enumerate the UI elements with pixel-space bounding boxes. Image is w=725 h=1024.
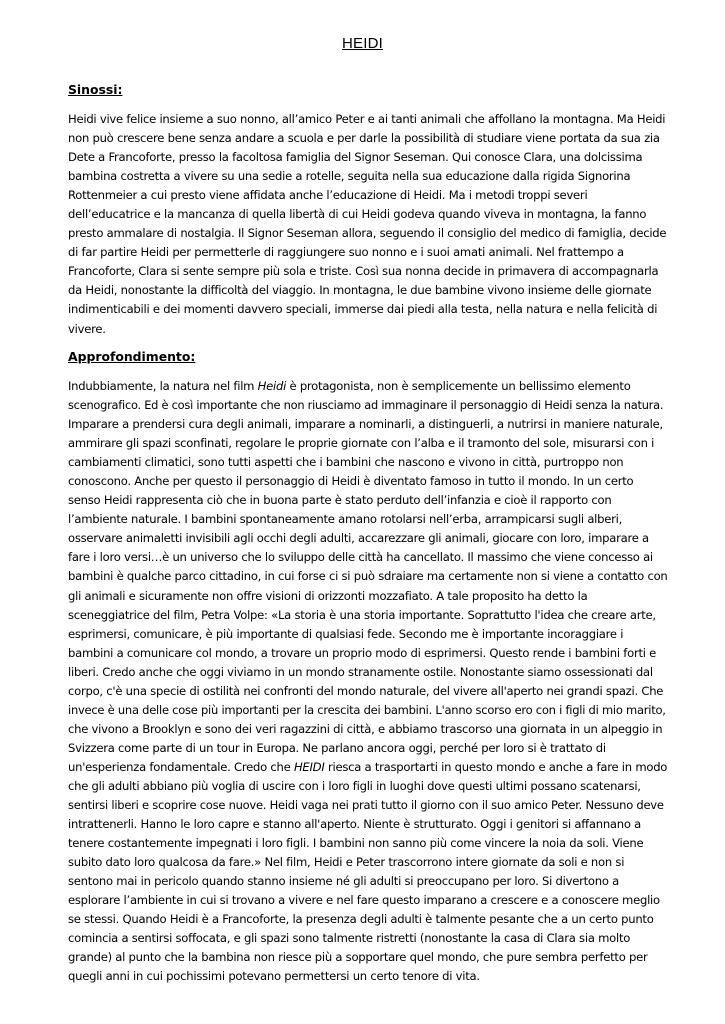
text-line: fare i loro versi…è un universo che lo sviluppo delle città ha cancellato. Il massimo che viene concesso ai xyxy=(68,550,653,565)
section-heading-approfondimento: Approfondimento: xyxy=(68,349,196,364)
text-line: di far partire Heidi per permetterle di raggiungere suo nonno e i suoi amati animali. Nel frattempo a xyxy=(68,245,624,260)
film-title: Heidi xyxy=(257,379,287,393)
text-line: bambini a comunicare col mondo, a trovare un proprio modo di esprimersi. Questo rende i bambini forti e xyxy=(68,645,657,660)
synopsis-paragraph xyxy=(68,110,668,339)
text-line: corpo, c'è una specie di ostilità nei confronti del mondo naturale, del vivere all'aperto nei grandi spazi. Che xyxy=(68,683,664,698)
text-line: che gli adulti abbiano più voglia di uscire con i loro figli in luoghi dove questi ultimi possano scatenarsi, xyxy=(68,778,641,793)
text-line: comincia a sentirsi soffocata, e gli spazi sono talmente ristretti (nonostante la casa di Clara sia molto xyxy=(68,931,631,946)
text-line: Imparare a prendersi cura degli animali, imparare a nominarli, a distinguerli, a nutrirsi in maniere naturale, xyxy=(68,417,663,432)
text-line: esprimersi, comunicare, è più importante di qualsiasi fede. Secondo me è importante incoraggiare i xyxy=(68,626,624,641)
text-line: vivere. xyxy=(68,321,106,336)
text-line: scenografico. Ed è così importante che non riusciamo ad immaginare il personaggio di Heidi senza la natura. xyxy=(68,398,664,413)
text-line: bambina costretta a vivere su una sedie a rotelle, seguita nella sua educazione dalla rigida Signorina xyxy=(68,169,631,184)
analysis-paragraph xyxy=(68,377,668,987)
film-title: HEIDI xyxy=(293,759,325,774)
text-line: Dete a Francoforte, presso la facoltosa famiglia del Signor Seseman. Qui conosce Clara, una dolcissima xyxy=(68,150,643,165)
text-line: un'esperienza fondamentale. Credo che HEIDI riesca a trasportarti in questo mondo e anche a fare in modo xyxy=(68,759,668,774)
text-line: bambini è qualche parco cittadino, in cui forse ci si può sdraiare ma certamente non si viene a contatto con xyxy=(68,569,668,584)
text-line: presto ammalare di nostalgia. Il Signor Seseman allora, seguendo il consiglio del medico di famiglia, decide xyxy=(68,226,667,241)
text-line: Francoforte, Clara si sente sempre più sola e triste. Così sua nonna decide in primavera di accompagnarla xyxy=(68,264,659,279)
text-line: indimenticabili e dei momenti davvero speciali, immerse dai piedi alla testa, nella natura e nella felicità di xyxy=(68,302,658,317)
text-line: ammirare gli spazi sconfinati, regolare le proprie giornate con l’alba e il tramonto del sole, misurarsi con i xyxy=(68,436,655,451)
text-line: liberi. Credo anche che oggi viviamo in un mondo stranamente ostile. Nonostante siamo ossessionati dal xyxy=(68,664,653,679)
text-line: sceneggiatrice del film, Petra Volpe: «La storia è una storia importante. Soprattutto l'idea che creare arte, xyxy=(68,607,656,622)
text-line: l’ambiente naturale. I bambini spontaneamente amano rotolarsi nell’erba, arrampicarsi sugli alberi, xyxy=(68,512,623,527)
section-heading-sinossi: Sinossi: xyxy=(68,82,123,97)
text-line: intrattenerli. Hanno le loro capre e stanno all'aperto. Niente è strutturato. Oggi i genitori si affannano a xyxy=(68,817,642,832)
text-line: conoscono. Anche per questo il personaggio di Heidi è diventato famoso in tutto il mondo. In un certo xyxy=(68,474,634,489)
text-line: osservare animaletti invisibili agli occhi degli adulti, accarezzare gli animali, giocare con loro, imparare a xyxy=(68,531,649,546)
text-line: cambiamenti climatici, sono tutti aspetti che i bambini che nascono e vivono in città, purtroppo non xyxy=(68,455,624,470)
text-line: esplorare l’ambiente in cui si trovano a vivere e nel fare questo imparano a crescere e a conoscere meglio xyxy=(68,893,660,908)
text-line: Svizzera come parte di un tour in Europa. Ne parlano ancora oggi, perché per loro si è trattato di xyxy=(68,740,606,755)
text-line: grande) al punto che la bambina non riesce più a sopportare quel mondo, che pure sembra perfetto per xyxy=(68,950,648,965)
text-line: sentirsi liberi e scoprire cose nuove. Heidi vaga nei prati tutto il giorno con il suo amico Peter. Nessuno deve xyxy=(68,798,664,813)
text-line: tenere costantemente impegnati i loro figli. I bambini non sanno più come vincere la noia da soli. Viene xyxy=(68,836,644,851)
text-line: senso Heidi rappresenta ciò che in buona parte è stato perduto dell’infanzia e cioè il rapporto con xyxy=(68,493,612,508)
text-line: che vivono a Brooklyn e sono dei veri ragazzini di città, e abbiamo trascorso una giornata in un alpeggio in xyxy=(68,721,663,736)
text-line: sentono mai in pericolo quando stanno insieme né gli adulti si preoccupano per loro. Si divertono a xyxy=(68,874,619,889)
text-line: subito dato loro qualcosa da fare.» Nel film, Heidi e Peter trascorrono intere giornate da soli e non si xyxy=(68,855,625,870)
text-line: quegli anni in cui pochissimi potevano permettersi un certo tenore di vita. xyxy=(68,969,480,984)
text-line: non può crescere bene senza andare a scuola e per darle la possibilità di studiare viene portata da sua zia xyxy=(68,131,660,146)
text-line: da Heidi, nonostante la difficoltà del viaggio. In montagna, le due bambine vivono insieme delle giornate xyxy=(68,283,652,298)
text-line: Indubbiamente, la natura nel film Heidi è protagonista, non è semplicemente un bellissimo elemento xyxy=(68,379,631,393)
text-line: invece è una delle cose più importanti per la crescita dei bambini. L'anno scorso ero con i figli di mio marito, xyxy=(68,702,666,717)
text-line: se stessi. Quando Heidi è a Francoforte, la presenza degli adulti è talmente pesante che a un certo punto xyxy=(68,912,654,927)
text-line: dell’educatrice e la mancanza di quella libertà di cui Heidi godeva quando viveva in montagna, la fanno xyxy=(68,207,647,222)
text-line: gli animali e sicuramente non offre visioni di orizzonti mozzafiato. A tale proposito ha detto la xyxy=(68,588,588,603)
text-line: Heidi vive felice insieme a suo nonno, all’amico Peter e ai tanti animali che affollano la montagna. Ma Heidi xyxy=(68,112,666,126)
text-line: Rottenmeier a cui presto viene affidata anche l’educazione di Heidi. Ma i metodi troppi severi xyxy=(68,188,588,203)
document-title: HEIDI xyxy=(341,35,383,52)
